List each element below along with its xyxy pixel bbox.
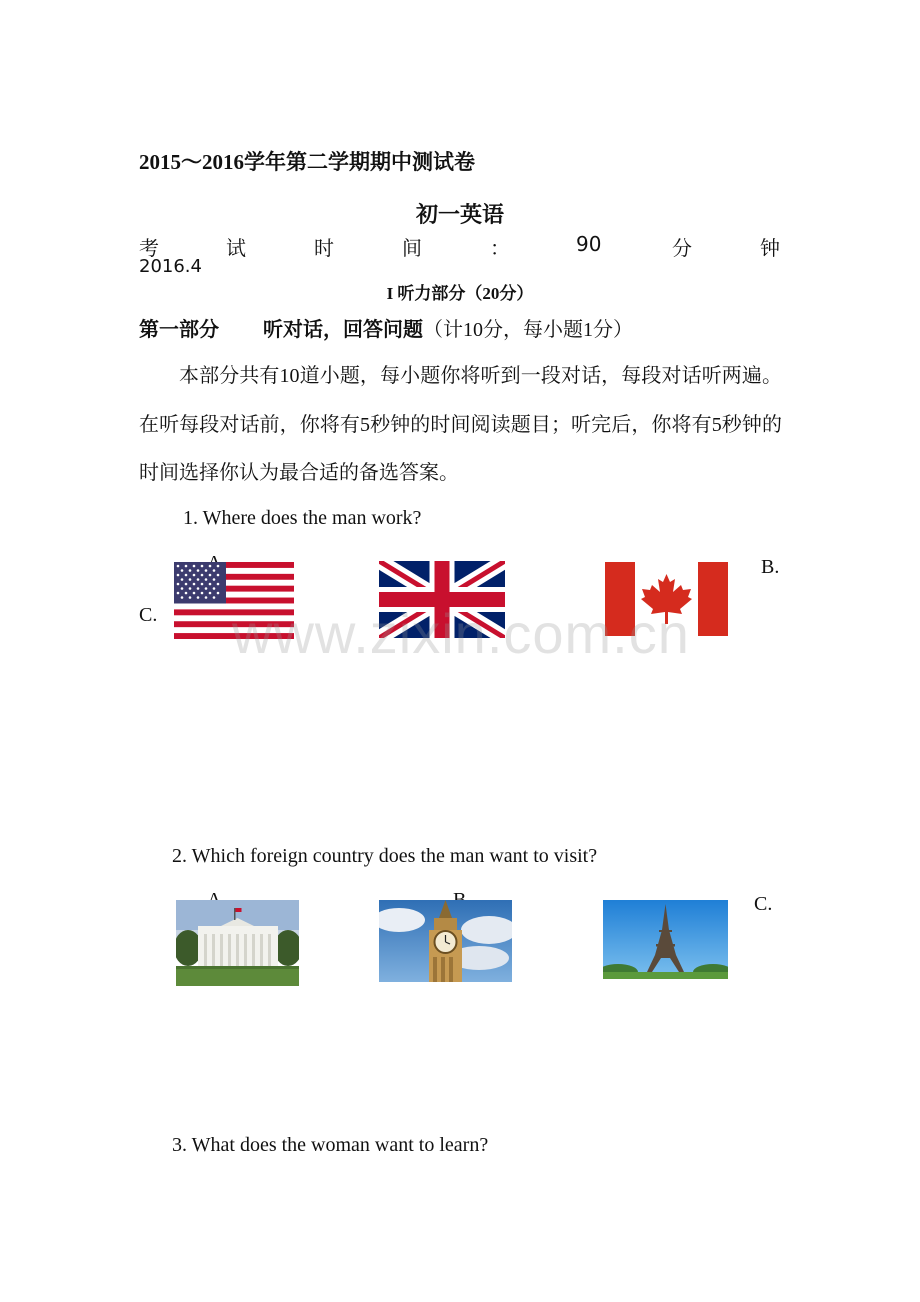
part-line bbox=[139, 313, 633, 342]
part-title: 听对话，回答问题 bbox=[263, 319, 423, 341]
q1-option-c-label: C. bbox=[139, 604, 158, 626]
q2-option-c-label: C. bbox=[754, 893, 773, 915]
exam-time-char: 钟 bbox=[760, 236, 780, 260]
q1-option-b-label: B. bbox=[761, 556, 780, 578]
exam-time-char: 考 bbox=[139, 236, 159, 260]
exam-time-char: 分 bbox=[672, 236, 692, 260]
question-3-text: 3. What does the woman want to learn? bbox=[172, 1134, 489, 1156]
question-1-text: 1. Where does the man work? bbox=[183, 507, 422, 529]
question-2-text: 2. Which foreign country does the man want to visit? bbox=[172, 845, 598, 867]
part-label: 第一部分 bbox=[139, 319, 219, 341]
exam-time-char: 时 bbox=[314, 236, 334, 260]
subject-title: 初一英语 bbox=[415, 203, 504, 228]
exam-time-char: 90 bbox=[576, 232, 602, 256]
section-heading: I 听力部分（20分） bbox=[386, 284, 534, 303]
watermark: www.zixin.com.cn bbox=[232, 602, 690, 665]
exam-time-char: 间 bbox=[402, 236, 422, 260]
exam-date: 2016.4 bbox=[139, 256, 202, 277]
big-ben-photo[interactable] bbox=[379, 900, 512, 982]
instructions-paragraph: 本部分共有10道小题，每小题你将听到一段对话，每段对话听两遍。在听每段对话前，你将有5秒钟的时间阅读题目；听完后，你将有5秒钟的时间选择你认为最合适的备选答案。 bbox=[139, 365, 782, 484]
exam-time-char: ： bbox=[490, 236, 510, 260]
document-title: 2015～2016学年第二学期期中测试卷 bbox=[139, 150, 475, 174]
eiffel-tower-photo[interactable] bbox=[603, 900, 728, 979]
white-house-photo[interactable] bbox=[176, 900, 299, 986]
part-note: （计10分，每小题1分） bbox=[423, 319, 633, 341]
exam-time-char: 试 bbox=[226, 236, 246, 260]
